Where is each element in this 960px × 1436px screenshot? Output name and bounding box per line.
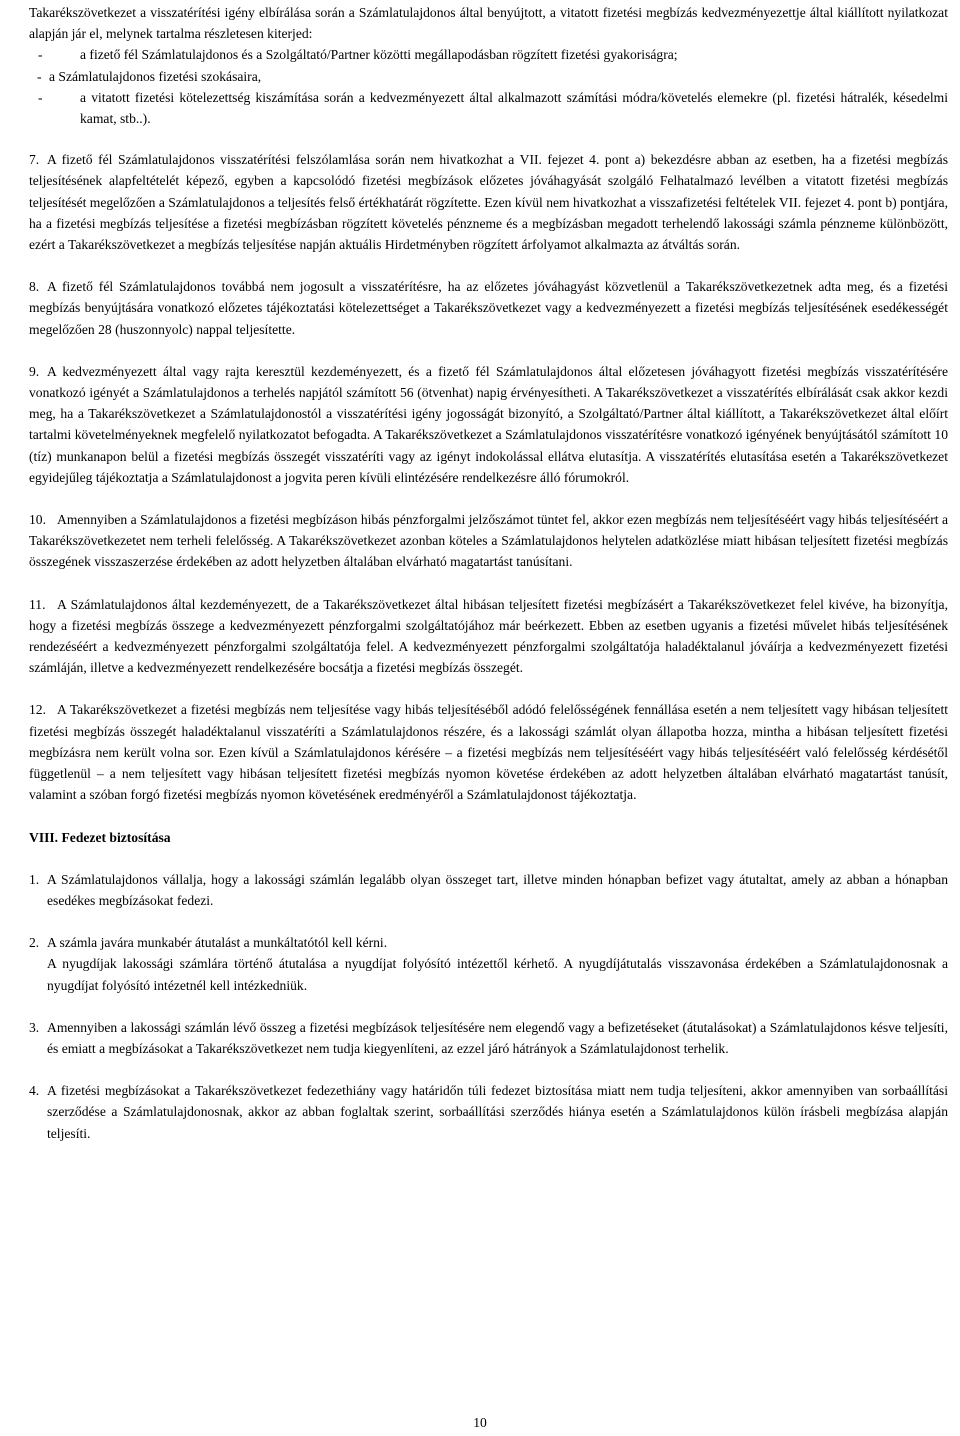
item-paragraph: A fizetési megbízásokat a Takarékszövetkezet fedezethiány vagy határidőn túli fedezet biztosítása miatt nem tudja teljesíteni, akkor amennyiben van sorbaállítási szerződése a Számlatulajdonosnak, akkor az abban foglaltak szerint, sorbaállítási szerződés hiánya esetén a Számlatulajdonos külön írásbeli megbízása alapján teljesíti. bbox=[47, 1083, 948, 1141]
list-item: - a fizető fél Számlatulajdonos és a Szolgáltató/Partner közötti megállapodásban rögzített fizetési gyakoriságra; bbox=[38, 47, 678, 63]
section-8 bbox=[29, 276, 948, 340]
section-text: Amennyiben a Számlatulajdonos a fizetési megbízáson hibás pénzforgalmi jelzőszámot tüntet fel, akkor ezen megbízás nem teljesítéséért vagy hibás teljesítéséért a Takarékszövetkezetet nem terheli felelősség. A Takarékszövetkezet azonban köteles a Számlatulajdonos helytelen adatközlése miatt hibásan teljesített fizetési megbízás összegének visszaszerzése érdekében az adott helyzetben általában elvárható magatartást tanúsítani. bbox=[29, 512, 948, 570]
item-number: 2. bbox=[29, 935, 40, 951]
chapter-item-2 bbox=[29, 932, 948, 996]
list-item: - a vitatott fizetési kötelezettség kiszámítása során a kedvezményezett által alkalmazott számítási módra/követelés elemekre (pl. fizetési hátralék, késedelmi kamat, stb..). bbox=[38, 89, 948, 127]
chapter-item-3 bbox=[29, 1017, 948, 1059]
section-10 bbox=[29, 509, 948, 573]
section-11 bbox=[29, 594, 948, 679]
section-number: 9. bbox=[29, 363, 40, 379]
chapter-item-1 bbox=[29, 869, 948, 911]
section-number: 7. bbox=[29, 152, 40, 168]
section-text: A kedvezményezett által vagy rajta keresztül kezdeményezett, és a fizető fél Számlatulajdonos által előzetesen jóváhagyott fizetési megbízás visszatérítésére vonatkozó igényét a Számlatulajdonos a terhelés napjától számított 56 (ötvenhat) napig érvényesítheti. A Takarékszövetkezet a visszatérítés elbírálását csak akkor kezdi meg, ha a Takarékszövetkezet a Számlatulajdonostól a visszatérítési igény jogosságát bizonyító, a Szolgáltató/Partner által kiállított, a Takarékszövetkezet által előírt tartalmi követelményeknek megfelelő nyilatkozatot befogadta. A Takarékszövetkezet a Számlatulajdonos visszatérítésre vonatkozó igényének benyújtásától számított 10 (tíz) munkanapon belül a fizetési megbízás összegét visszatéríti vagy az igényt indokolással ellátva elutasítja. A visszatérítés elutasítása esetén a Takarékszövetkezet egyidejűleg tájékoztatja a Számlatulajdonost a jogvita peren kívüli elintézésére rendelkezésre álló fórumokról. bbox=[29, 363, 948, 485]
section-7 bbox=[29, 149, 948, 255]
item-number: 4. bbox=[29, 1083, 40, 1099]
section-text: A Takarékszövetkezet a fizetési megbízás nem teljesítése vagy hibás teljesítéséből adódó felelősségének fennállása esetén a nem teljesített vagy hibásan teljesített fizetési megbízás összegét haladéktalanul visszatéríti a Számlatulajdonos részére, és a lakossági számlát olyan állapotba hozza, mintha a hibásan teljesített fizetési megbízásra nem került volna sor. Ezen kívül a Számlatulajdonos kérésére – a fizetési megbízás nem teljesítéséért vagy hibás teljesítéséért való felelősség kérdésétől függetlenül – a nem teljesített vagy hibásan teljesített fizetési megbízás nyomon követése érdekében az adott helyzetben általában elvárható magatartást tanúsít, valamint a szóban forgó fizetési megbízás nyomon követésének eredményéről a Számlatulajdonost tájékoztatja. bbox=[29, 702, 948, 803]
section-text: A fizető fél Számlatulajdonos továbbá nem jogosult a visszatérítésre, ha az előzetes jóváhagyást közvetlenül a Takarékszövetkezetnek adta meg, és a fizetési megbízás benyújtására vonatkozó előzetes tájékoztatási kötelezettséget a Takarékszövetkezet vagy a kedvezményezett a fizetési megbízás teljesítésének esedékességét megelőzően 28 (huszonnyolc) nappal teljesítette. bbox=[29, 279, 948, 337]
item-paragraph: A számla javára munkabér átutalást a munkáltatótól kell kérni. bbox=[47, 935, 388, 951]
item-number: 1. bbox=[29, 871, 40, 887]
page-number: 10 bbox=[473, 1415, 487, 1430]
section-text: A fizető fél Számlatulajdonos visszatérítési felszólamlása során nem hivatkozhat a VII. fejezet 4. pont a) bekezdésre abban az esetben, ha a fizetési megbízás teljesítésének alapfeltételét képező, egyben a kapcsolódó fizetési megbízások előzetes jóváhagyását szolgáló Felhatalmazó levélben a vitatott fizetési megbízás teljesítését megelőzően a Számlatulajdonos a teljesítés felső értékhatárát rögzítette. Ezen kívül nem hivatkozhat a visszafizetési feltételek VII. fejezet 4. pont b) pontjára, ha a fizetési megbízás teljesítése a fizetési megbízásban rögzített követelés pénzneme és a megbízásban megadott terhelendő lakossági számla pénzneme különbözött, ezért a Takarékszövetkezet a megbízás teljesítése napján aktuális Hirdetményben rögzített árfolyamot alkalmazta az átváltás során. bbox=[29, 152, 948, 253]
section-text: A Számlatulajdonos által kezdeményezett, de a Takarékszövetkezet által hibásan teljesített fizetési megbízásért a Takarékszövetkezet felel kivéve, ha bizonyítja, hogy a fizetési megbízás összege a kedvezményezett pénzforgalmi szolgáltatójához már beérkezett. Ebben az esetben ugyanis a fizetési művelet hibás teljesítésének rendezéséért a kedvezményezett pénzforgalmi szolgáltatója felel. A kedvezményezett pénzforgalmi szolgáltatója haladéktalanul jóváírja a kedvezményezett fizetési számláján, illetve a kedvezményezett rendelkezésére bocsátja a fizetési megbízás összegét. bbox=[29, 596, 948, 676]
item-paragraph: Amennyiben a lakossági számlán lévő összeg a fizetési megbízások teljesítésére nem elegendő vagy a befizetéseket (átutalásokat) a Számlatulajdonos késve teljesíti, és emiatt a megbízásokat a Takarékszövetkezet nem tudja kiegyenlíteni, az ezzel járó hátrányok a Számlatulajdonost terhelik. bbox=[47, 1019, 948, 1056]
chapter-item-4 bbox=[29, 1080, 948, 1144]
section-9 bbox=[29, 361, 948, 488]
intro-paragraph: Takarékszövetkezet a visszatérítési igény elbírálása során a Számlatulajdonos által benyújtott, a vitatott fizetési megbízás kedvezményezettje által kiállított nyilatkozat alapján jár el, melynek tartalma részletesen kiterjed: bbox=[29, 5, 948, 42]
list-item: - a Számlatulajdonos fizetési szokásaira, bbox=[37, 68, 262, 84]
section-number: 8. bbox=[29, 279, 40, 295]
section-number: 11. bbox=[29, 596, 46, 612]
section-number: 12. bbox=[29, 702, 46, 718]
section-number: 10. bbox=[29, 512, 46, 528]
chapter-heading: VIII. Fedezet biztosítása bbox=[29, 829, 171, 845]
item-paragraph: A Számlatulajdonos vállalja, hogy a lakossági számlán legalább olyan összeget tart, illetve minden hónapban befizet vagy átutaltat, amely az abban a hónapban esedékes megbízásokat fedezi. bbox=[47, 871, 948, 908]
item-number: 3. bbox=[29, 1019, 40, 1035]
section-12 bbox=[29, 699, 948, 805]
item-paragraph: A nyugdíjak lakossági számlára történő átutalása a nyugdíjat folyósító intézettől kérhető. A nyugdíjátutalás visszavonása érdekében a Számlatulajdonosnak a nyugdíjat folyósító intézetnél kell intézkedniük. bbox=[47, 956, 948, 993]
intro-list bbox=[29, 44, 948, 129]
